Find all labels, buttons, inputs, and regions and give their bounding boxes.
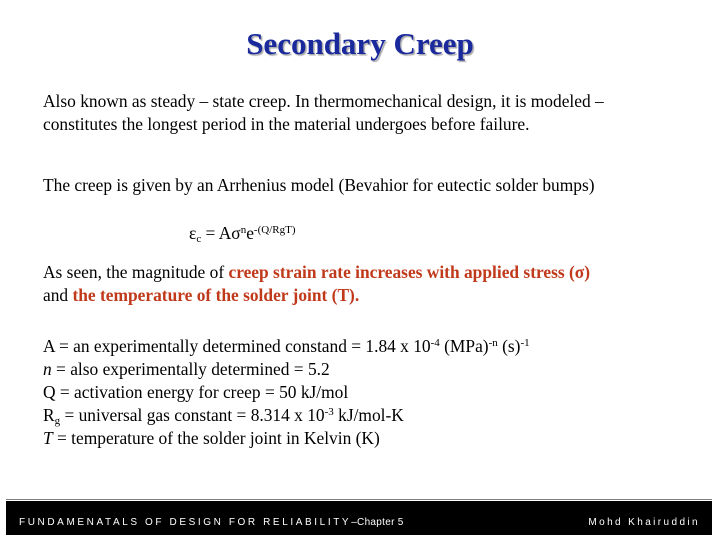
equation-strain: ε <box>189 223 197 243</box>
footer-author: Mohd Khairuddin <box>588 517 700 528</box>
footer-divider <box>6 499 712 500</box>
definition-A-s: (s) <box>497 336 521 356</box>
definition-R <box>43 404 713 427</box>
equation-exp-g: g <box>279 224 286 236</box>
footer-course-name: FUNDAMENATALS OF DESIGN FOR RELIABILITY <box>19 517 352 528</box>
definition-A-exp3: -1 <box>520 337 530 349</box>
intro-line-1: Also known as steady – state creep. In thermomechanical design, it is modeled – <box>43 91 604 111</box>
definition-R-exp: -3 <box>324 406 334 418</box>
seen-highlight-stress: creep strain rate increases with applied stress (σ) <box>228 262 591 282</box>
equation-stress: = Aσ <box>201 223 241 243</box>
equation-exp-a: -(Q/R <box>253 224 280 236</box>
intro-paragraph <box>43 90 713 136</box>
definition-T-text: = temperature of the solder joint in Kelvin (K) <box>52 428 380 448</box>
seen-highlight-temperature: the temperature of the solder joint (T). <box>72 285 360 305</box>
definition-A <box>43 335 713 358</box>
definition-A-exp1: -4 <box>430 337 440 349</box>
definition-R-unit: kJ/mol-K <box>333 405 404 425</box>
equation-n-exp: n <box>240 224 247 236</box>
equation-exp-b: T) <box>285 224 296 236</box>
equation-exp-base: e <box>246 223 254 243</box>
creep-equation <box>189 223 295 244</box>
definition-R-var: R <box>43 405 55 425</box>
definition-T <box>43 427 713 450</box>
definition-A-mpa: (MPa) <box>439 336 489 356</box>
definition-A-exp2: -n <box>488 337 498 349</box>
definition-n-var: n <box>43 359 52 379</box>
seen-and: and <box>43 285 73 305</box>
equation-strain-sub: c <box>196 233 202 245</box>
definition-Q: Q = activation energy for creep = 50 kJ/mol <box>43 382 349 402</box>
creep-model-text: The creep is given by an Arrhenius model (Bevahior for eutectic solder bumps) <box>43 175 595 195</box>
definitions-list <box>43 335 713 450</box>
definition-n <box>43 358 713 381</box>
seen-line-1 <box>43 261 713 284</box>
definition-T-var: T <box>43 428 53 448</box>
slide-title: Secondary Creep <box>246 26 474 61</box>
footer-chapter: –Chapter 5 <box>351 517 404 528</box>
footer <box>6 501 712 535</box>
intro-line-2: constitutes the longest period in the material undergoes before failure. <box>43 114 530 134</box>
definition-A-text: A = an experimentally determined constand = 1.84 x 10 <box>43 336 431 356</box>
definition-R-sub: g <box>54 415 61 427</box>
definition-n-text: = also experimentally determined = 5.2 <box>51 359 330 379</box>
seen-prefix: As seen, the magnitude of <box>43 262 229 282</box>
seen-line-2 <box>43 284 713 307</box>
footer-course-title <box>19 517 404 528</box>
seen-paragraph <box>43 261 713 307</box>
definition-R-text: = universal gas constant = 8.314 x 10 <box>60 405 325 425</box>
